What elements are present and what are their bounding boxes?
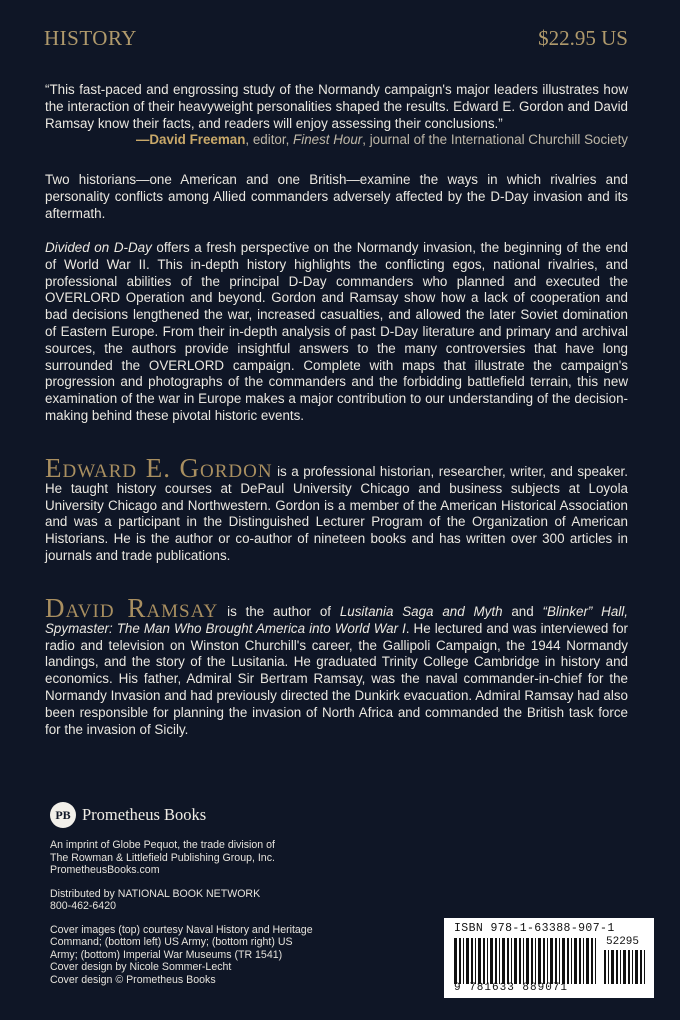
cover-credits — [50, 924, 350, 987]
credit-line: Army; (bottom) Imperial War Museums (TR 1541) — [50, 948, 283, 961]
category-label: HISTORY — [44, 26, 137, 50]
addon-bars-icon — [604, 950, 646, 984]
imprint-line: The Rowman & Littlefield Publishing Group, Inc. — [50, 851, 275, 864]
credit-line: Cover images (top) courtesy Naval History and Heritage — [50, 923, 313, 936]
bio-text-ramsay-c: . He lectured and was interviewed for radio and television on Winston Churchill's career, the Gallipoli Campaign, the 1944 Normandy landings, and the story of the Lusitania. He graduated Trinity College Cambridge in history and economics. His father, Admiral Sir Bertram Ramsay, was the naval commander-in-chief for the Normandy Invasion and had previously directed the Dunkirk evacuation. Admiral Ramsay had also been responsible for planning the invasion of North Africa and commanded the British task force for the invasion of Sicily. — [45, 620, 629, 737]
description-paragraph — [45, 240, 628, 425]
imprint-line: An imprint of Globe Pequot, the trade division of — [50, 839, 275, 851]
quote-author: —David Freeman — [136, 132, 246, 148]
bio-text-ramsay-b: and — [502, 604, 543, 619]
publisher-logo-icon: PB — [50, 802, 76, 828]
publisher-website: PrometheusBooks.com — [50, 864, 160, 876]
distributor-info — [50, 888, 310, 913]
quote-text: “This fast-paced and engrossing study of the Normandy campaign's major leaders illustrates how the interaction of their heavyweight personalities shaped the results. Edward E. Gordon and David Ramsay know their facts, and readers will enjoy assessing their conclusions.” — [45, 82, 628, 131]
review-quote — [45, 82, 628, 149]
publisher-logo-row — [50, 800, 310, 830]
isbn-number: ISBN 978-1-63388-907-1 — [454, 922, 615, 935]
intro-paragraph: Two historians—one American and one British—examine the ways in which rivalries and personality conflicts among Allied commanders adversely affected by the D-Day invasion and its aftermath. — [45, 172, 628, 221]
barcode-bars-icon — [454, 938, 598, 984]
quote-role: , editor, — [245, 132, 294, 148]
publisher-block — [50, 800, 313, 986]
author-name-ramsay: David Ramsay — [45, 593, 219, 623]
price-label: $22.95 US — [538, 26, 628, 50]
quote-publication: Finest Hour — [293, 132, 363, 148]
quote-org: , journal of the International Churchill Society — [362, 132, 628, 148]
barcode-digits: 9 781633 889071 — [454, 982, 569, 994]
distributor-line: Distributed by NATIONAL BOOK NETWORK — [50, 887, 261, 900]
quote-attribution — [45, 132, 628, 149]
imprint-info — [50, 839, 310, 877]
bio-text-gordon: is a professional historian, researcher, writer, and speaker. He taught history courses at DePaul University Chicago and business subjects at Loyola University Chicago and Northwestern. Gordon is a member of the American Historical Association and was a participant in the Distinguished Lecturer Program of the Organization of American Historians. He is the author or co-author of nineteen books and has written over 300 articles in journals and trade publications. — [45, 464, 628, 563]
author-bio-gordon — [45, 453, 628, 565]
author-bio-ramsay — [45, 593, 629, 738]
credit-line: Cover design by Nicole Sommer-Lecht — [50, 961, 232, 973]
book-title: Divided on D-Day — [45, 240, 152, 255]
author-name-gordon: Edward E. Gordon — [45, 453, 273, 483]
publisher-name: Prometheus Books — [82, 805, 207, 824]
bio-text-ramsay-a: is the author of — [218, 604, 340, 619]
description-text: offers a fresh perspective on the Normandy invasion, the beginning of the end of World War II. This in-depth history highlights the conflicting egos, national rivalries, and professional abilities of the principal D-Day commanders who planned and executed the OVERLORD Operation and beyond. Gordon and Ramsay show how a lack of cooperation and bad decisions lengthened the war, increased casualties, and allowed the later Soviet domination of Eastern Europe. From their in-depth analysis of past D-Day literature and primary and archival sources, the authors provide insightful answers to the many controversies that have long surrounded the OVERLORD campaign. Complete with maps that illustrate the campaign's progression and photographs of the commanders and the forbidding battlefield terrain, this new examination of the war in Europe makes a major contribution to our understanding of the decision-making behind these pivotal historic events. — [45, 240, 628, 423]
book-lusitania: Lusitania Saga and Myth — [339, 604, 503, 619]
price-addon: 52295 — [606, 936, 640, 948]
credit-line: Cover design © Prometheus Books — [50, 973, 216, 986]
credit-line: Command; (bottom left) US Army; (bottom right) US — [50, 936, 293, 948]
distributor-phone: 800-462-6420 — [50, 900, 116, 912]
isbn-barcode — [444, 918, 654, 998]
book-blinker-hall: “Blinker” Hall, Spymaster: The Man Who Brought America into World War I — [45, 604, 628, 636]
header — [44, 26, 628, 54]
